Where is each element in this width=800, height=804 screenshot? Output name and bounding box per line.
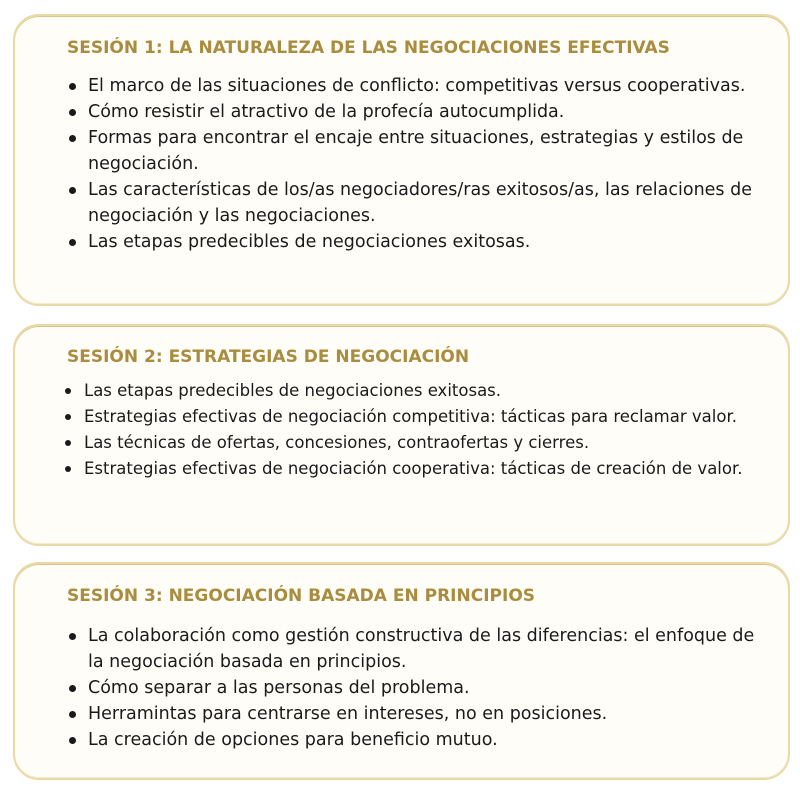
bullet-icon: [65, 388, 71, 394]
session-3-title: SESIÓN 3: NEGOCIACIÓN BASADA EN PRINCIPIOS: [67, 586, 536, 606]
list-item: [69, 229, 769, 255]
bullet-icon: [65, 440, 71, 446]
list-item-text: Formas para encontrar el encaje entre situaciones, estrategias y estilos de negociación.: [88, 128, 744, 174]
list-item-text: Las etapas predecibles de negociaciones exitosas.: [88, 232, 531, 252]
list-item-text: Las características de los/as negociadores/ras exitosos/as, las relaciones de negociación y las negociaciones.: [88, 180, 752, 226]
list-item-text: Las técnicas de ofertas, concesiones, contraofertas y cierres.: [84, 433, 590, 452]
list-item: [69, 99, 769, 125]
bullet-icon: [69, 239, 76, 246]
list-item: [65, 456, 765, 482]
bullet-icon: [69, 737, 76, 744]
list-item-text: El marco de las situaciones de conflicto: competitivas versus cooperativas.: [88, 76, 746, 96]
list-item-text: Las etapas predecibles de negociaciones exitosas.: [84, 381, 502, 400]
list-item: [69, 177, 769, 229]
bullet-icon: [65, 466, 71, 472]
list-item: [65, 378, 765, 404]
bullet-icon: [69, 685, 76, 692]
session-1-card: [13, 14, 790, 306]
bullet-icon: [69, 187, 76, 194]
list-item: [69, 727, 769, 753]
list-item: [69, 701, 769, 727]
bullet-icon: [65, 414, 71, 420]
list-item: [65, 404, 765, 430]
list-item-text: Herramintas para centrarse en intereses, no en posiciones.: [88, 704, 608, 724]
bullet-icon: [69, 135, 76, 142]
session-1-list: [69, 73, 769, 255]
list-item-text: Cómo resistir el atractivo de la profecía autocumplida.: [88, 102, 565, 122]
list-item: [69, 675, 769, 701]
session-3-list: [69, 623, 769, 753]
session-3-card: [13, 562, 790, 780]
list-item: [69, 623, 769, 675]
session-2-card: [13, 324, 790, 546]
list-item-text: Estrategias efectivas de negociación competitiva: tácticas para reclamar valor.: [84, 407, 737, 426]
session-2-title: SESIÓN 2: ESTRATEGIAS DE NEGOCIACIÓN: [67, 347, 470, 367]
list-item: [69, 125, 769, 177]
bullet-icon: [69, 83, 76, 90]
list-item-text: Cómo separar a las personas del problema.: [88, 678, 470, 698]
bullet-icon: [69, 711, 76, 718]
list-item-text: Estrategias efectivas de negociación cooperativa: tácticas de creación de valor.: [84, 459, 743, 478]
list-item: [69, 73, 769, 99]
session-1-title: SESIÓN 1: LA NATURALEZA DE LAS NEGOCIACIONES EFECTIVAS: [67, 38, 670, 58]
list-item-text: La colaboración como gestión constructiva de las diferencias: el enfoque de la negociación basada en principios.: [88, 626, 755, 672]
session-2-list: [65, 378, 765, 482]
list-item-text: La creación de opciones para beneficio mutuo.: [88, 730, 498, 750]
list-item: [65, 430, 765, 456]
bullet-icon: [69, 109, 76, 116]
bullet-icon: [69, 633, 76, 640]
